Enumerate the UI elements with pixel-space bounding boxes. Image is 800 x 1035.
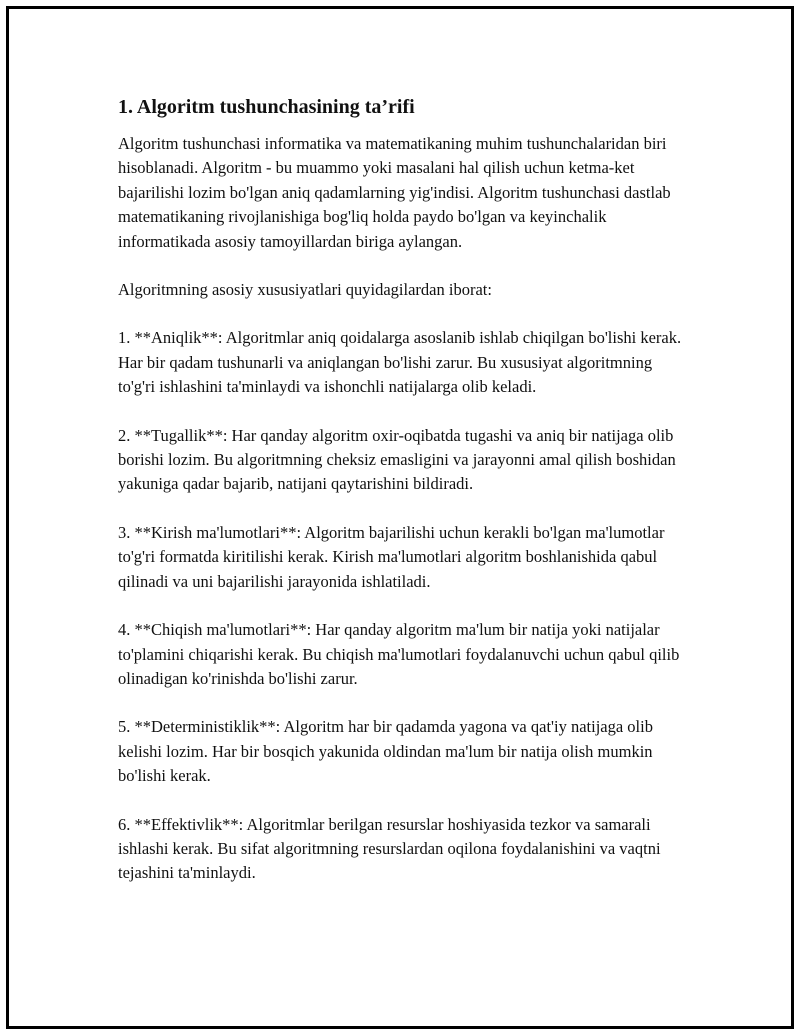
property-accuracy: 1. **Aniqlik**: Algoritmlar aniq qoidalarga asoslanib ishlab chiqilgan bo'lishi kerak. Har bir qadam tushunarli va aniqlangan bo'lishi zarur. Bu xususiyat algoritmning to'g'ri ishlashini ta'minlaydi va ishonchli natijalarga olib keladi. <box>118 328 682 397</box>
property-effectiveness: 6. **Effektivlik**: Algoritmlar berilgan resurslar hoshiyasida tezkor va samarali ishlashi kerak. Bu sifat algoritmning resurslardan oqilona foydalanishini va vaqtni tejashini ta'minlaydi. <box>118 814 661 883</box>
intro-paragraph: Algoritm tushunchasi informatika va matematikaning muhim tushunchalaridan biri hisoblanadi. Algoritm - bu muammo yoki masalani hal qilish uchun ketma-ket bajarilishi lozim bo'lgan aniq qadamlarning yig'indisi. Algoritm tushunchasi dastlab matematikaning rivojlanishiga bog'liq holda paydo bo'lgan va keyinchalik informatikada asosiy tamoyillardan biriga aylangan. <box>118 134 671 251</box>
document-body <box>118 94 688 910</box>
property-finiteness: 2. **Tugallik**: Har qanday algoritm oxir-oqibatda tugashi va aniq bir natijaga olib borishi lozim. Bu algoritmning cheksiz emasligini va jarayonni amal qilish boshidan yakuniga qadar bajarib, natijani qaytarishini bildiradi. <box>118 425 676 494</box>
section-heading: 1. Algoritm tushunchasining ta’rifi <box>118 96 415 118</box>
properties-lead: Algoritmning asosiy xususiyatlari quyidagilardan iborat: <box>118 280 492 300</box>
property-output: 4. **Chiqish ma'lumotlari**: Har qanday algoritm ma'lum bir natija yoki natijalar to'plamini chiqarishi kerak. Bu chiqish ma'lumotlari foydalanuvchi uchun qabul qilib olinadigan ko'rinishda bo'lishi zarur. <box>118 620 680 688</box>
property-input: 3. **Kirish ma'lumotlari**: Algoritm bajarilishi uchun kerakli bo'lgan ma'lumotlar to'g'ri formatda kiritilishi kerak. Kirish ma'lumotlari algoritm boshlanishida qabul qilinadi va uni bajarilishi jarayonida ishlatiladi. <box>118 522 665 591</box>
property-determinism: 5. **Deterministiklik**: Algoritm har bir qadamda yagona va qat'iy natijaga olib kelishi lozim. Har bir bosqich yakunida oldindan ma'lum bir natija olish mumkin bo'lishi kerak. <box>118 717 653 786</box>
